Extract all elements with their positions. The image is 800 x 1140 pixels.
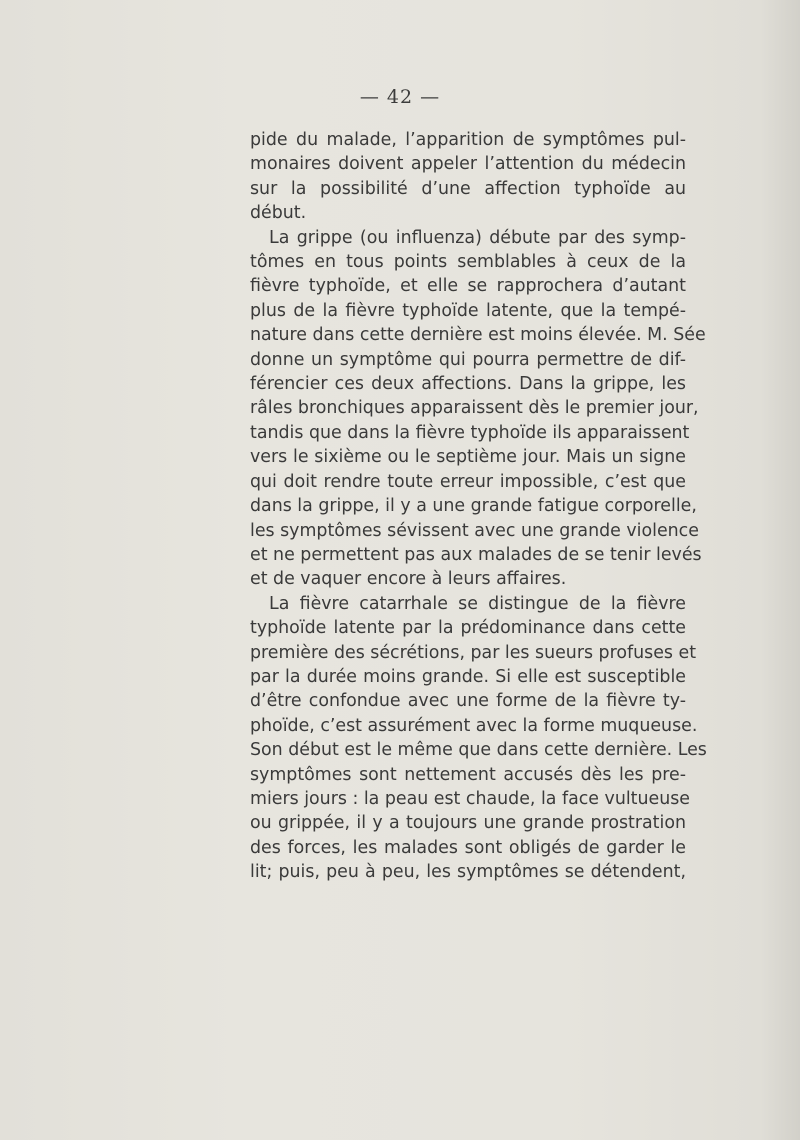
text-line: tômes en tous points semblables à ceux de la xyxy=(250,252,686,273)
text-line: début. xyxy=(250,203,307,224)
text-line: nature dans cette dernière est moins élevée. M. Sée xyxy=(250,325,706,346)
text-line: miers jours : la peau est chaude, la face vultueuse xyxy=(250,788,691,809)
text-line: première des sécrétions, par les sueurs profuses et xyxy=(250,642,697,663)
text-line: pide du malade, l’apparition de symptômes pul- xyxy=(250,130,686,150)
page-number: — 42 — xyxy=(359,86,441,108)
text-line: et ne permettent pas aux malades de se tenir levés xyxy=(250,544,702,565)
paragraph xyxy=(250,226,706,592)
text-line: qui doit rendre toute erreur impossible, c’est que xyxy=(250,471,686,492)
text-line: La grippe (ou influenza) débute par des symp- xyxy=(269,227,686,248)
text-line: férencier ces deux affections. Dans la grippe, les xyxy=(250,374,686,395)
text-line: d’être confondue avec une forme de la fièvre ty- xyxy=(250,691,686,712)
text-line: tandis que dans la fièvre typhoïde ils apparaissent xyxy=(250,422,690,443)
text-line: plus de la fièvre typhoïde latente, que la tempé- xyxy=(250,300,686,321)
text-line: fièvre typhoïde, et elle se rapprochera d’autant xyxy=(250,276,686,297)
text-line: lit; puis, peu à peu, les symptômes se détendent, xyxy=(250,862,686,883)
text-line: sur la possibilité d’une affection typhoïde au xyxy=(250,178,686,199)
text-line: typhoïde latente par la prédominance dans cette xyxy=(250,618,686,639)
paragraph xyxy=(250,128,686,226)
text-line: ou grippée, il y a toujours une grande prostration xyxy=(250,813,686,834)
text-line: symptômes sont nettement accusés dès les pre- xyxy=(250,764,686,785)
text-line: donne un symptôme qui pourra permettre de dif- xyxy=(250,349,686,370)
body-text xyxy=(250,128,707,885)
text-line: et de vaquer encore à leurs affaires. xyxy=(250,569,567,590)
text-line: râles bronchiques apparaissent dès le premier jour, xyxy=(250,398,699,419)
text-line: par la durée moins grande. Si elle est susceptible xyxy=(250,666,686,687)
text-line: dans la grippe, il y a une grande fatigue corporelle, xyxy=(250,496,697,517)
text-line: monaires doivent appeler l’attention du médecin xyxy=(250,154,686,175)
text-line: La fièvre catarrhale se distingue de la fièvre xyxy=(269,593,686,614)
text-line: Son début est le même que dans cette dernière. Les xyxy=(250,740,707,761)
paragraph xyxy=(250,592,707,885)
text-line: des forces, les malades sont obligés de garder le xyxy=(250,837,686,858)
text-line: vers le sixième ou le septième jour. Mais un signe xyxy=(250,447,686,468)
text-line: phoïde, c’est assurément avec la forme muqueuse. xyxy=(250,715,698,736)
text-line: les symptômes sévissent avec une grande violence xyxy=(250,520,699,541)
